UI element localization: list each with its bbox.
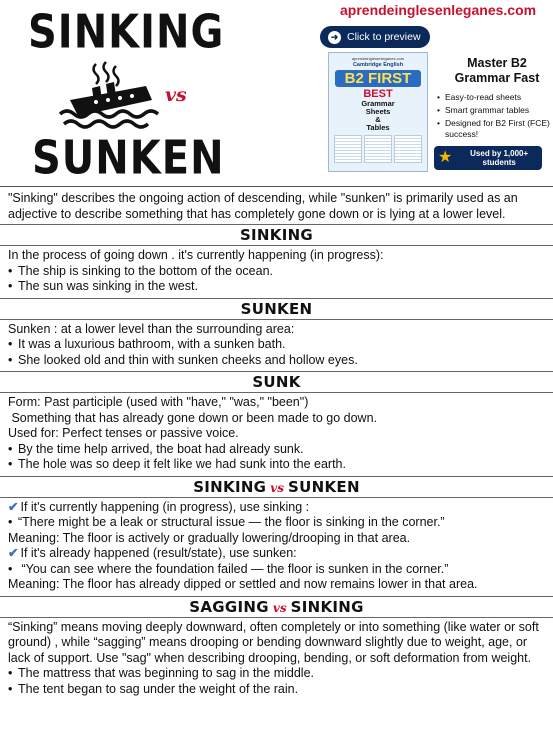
book-cambridge: Cambridge English: [352, 62, 404, 68]
section-heading-sagging-vs-sinking: [0, 596, 553, 618]
example-item: • The hole was so deep it felt like we had sunk into the earth.: [0, 457, 553, 473]
star-icon: ★: [438, 149, 453, 166]
sinking-ship-icon: [56, 60, 168, 130]
arrow-right-icon: ➜: [328, 31, 341, 44]
intro-text: "Sinking" describes the ongoing action of descending, while "sunken" is primarily used as an adjective to describe something that has completely gone down or is lying at a lower level.: [8, 191, 518, 221]
header: [0, 0, 553, 186]
title-sunken: SUNKEN: [32, 132, 225, 185]
vs-label: vs: [165, 84, 187, 106]
book-sheet-thumbnails: [334, 135, 422, 163]
content: [0, 186, 553, 700]
book-sub-grammar: Grammar: [361, 99, 395, 108]
example-item: • By the time help arrived, the boat had already sunk.: [0, 442, 553, 458]
meaning-line: Something that has already gone down or been made to go down.: [8, 410, 378, 425]
definition: In the process of going down . it's currently happening (in progress):: [8, 248, 384, 262]
book-sub-amp: &: [375, 115, 381, 124]
section-heading-sunken: [0, 298, 553, 320]
section-sunken: [0, 320, 553, 372]
example-item: • The mattress that was beginning to sag in the middle.: [0, 666, 553, 682]
section-sinking: [0, 246, 553, 298]
example-item: • She looked old and thin with sunken cheeks and hollow eyes.: [0, 353, 553, 369]
example-item: • “You can see where the foundation failed — the floor is sunken in the corner.”: [0, 562, 553, 578]
book-title: B2 FIRST: [335, 70, 421, 87]
example-item: • “There might be a leak or structural issue — the floor is sinking in the corner.”: [0, 515, 553, 531]
book-sub-sheets: Sheets: [365, 107, 391, 116]
preview-button[interactable]: [320, 26, 430, 48]
section-sagging-vs-sinking: [0, 618, 553, 701]
site-link[interactable]: aprendeinglesenleganes.com: [340, 2, 537, 18]
check-icon: ✔: [8, 546, 19, 560]
section-sunk: [0, 393, 553, 476]
heading-right: SINKING: [290, 597, 364, 616]
section-heading-sinking-vs-sunken: [0, 476, 553, 498]
promo-badge-label: Used by 1,000+ students: [470, 149, 529, 167]
section-sinking-vs-sunken: [0, 498, 553, 596]
example-item: • The sun was sinking in the west.: [0, 279, 553, 295]
promo-item: • Smart grammar tables: [436, 105, 552, 116]
heading-text: SUNK: [252, 373, 301, 391]
title-sinking: SINKING: [28, 6, 225, 59]
heading-left: SAGGING: [189, 597, 269, 616]
heading-text: SUNKEN: [240, 299, 313, 318]
example-item: • The tent began to sag under the weight of the rain.: [0, 682, 553, 698]
example-item: • It was a luxurious bathroom, with a sunken bath.: [0, 337, 553, 353]
promo-list: [436, 92, 552, 142]
check-icon: ✔: [8, 499, 19, 514]
example-item: • The ship is sinking to the bottom of the ocean.: [0, 264, 553, 280]
book-best: BEST: [363, 88, 393, 100]
rule-line: [0, 546, 553, 562]
promo-badge: [434, 146, 542, 170]
definition: Sunken : at a lower level than the surrounding area:: [8, 321, 295, 336]
rule-text: If it's already happened (result/state), use sunken:: [20, 546, 297, 560]
meaning-line: Meaning: The floor is actively or gradually lowering/drooping in that area.: [8, 530, 411, 545]
heading-left: SINKING: [193, 477, 267, 496]
book-sub-tables: Tables: [366, 123, 390, 132]
promo-item: • Easy-to-read sheets: [436, 92, 552, 103]
promo-item: • Designed for B2 First (FCE) success!: [436, 118, 552, 140]
book-top-line: aprendeinglesenleganes.com: [351, 56, 405, 61]
form-line: Form: Past participle (used with "have," "was," "been"): [8, 395, 309, 409]
rule-line: [0, 500, 553, 516]
meaning-line: Meaning: The floor has already dipped or settled and now remains lower in that area.: [8, 577, 478, 591]
book-cover[interactable]: [328, 52, 428, 172]
section-heading-sinking: [0, 224, 553, 246]
rule-text: If it's currently happening (in progress), use sinking :: [20, 499, 310, 514]
heading-vs: vs: [270, 481, 285, 495]
section-heading-sunk: [0, 371, 553, 393]
explanation: “Sinking” means moving deeply downward, often completely or into something (like water or soft ground) , while “sagging” means drooping or bending downward slightly due to weight, age, or lack of support. Use "sag" when describing drooping, bending, or soft deformation from weight.: [8, 619, 539, 665]
promo-title: Master B2 Grammar Fast: [454, 56, 540, 85]
preview-button-label: Click to preview: [347, 31, 421, 43]
heading-text: SINKING: [239, 226, 314, 244]
heading-vs: vs: [272, 601, 287, 615]
heading-right: SUNKEN: [288, 477, 360, 496]
used-for-line: Used for: Perfect tenses or passive voice.: [8, 426, 239, 440]
